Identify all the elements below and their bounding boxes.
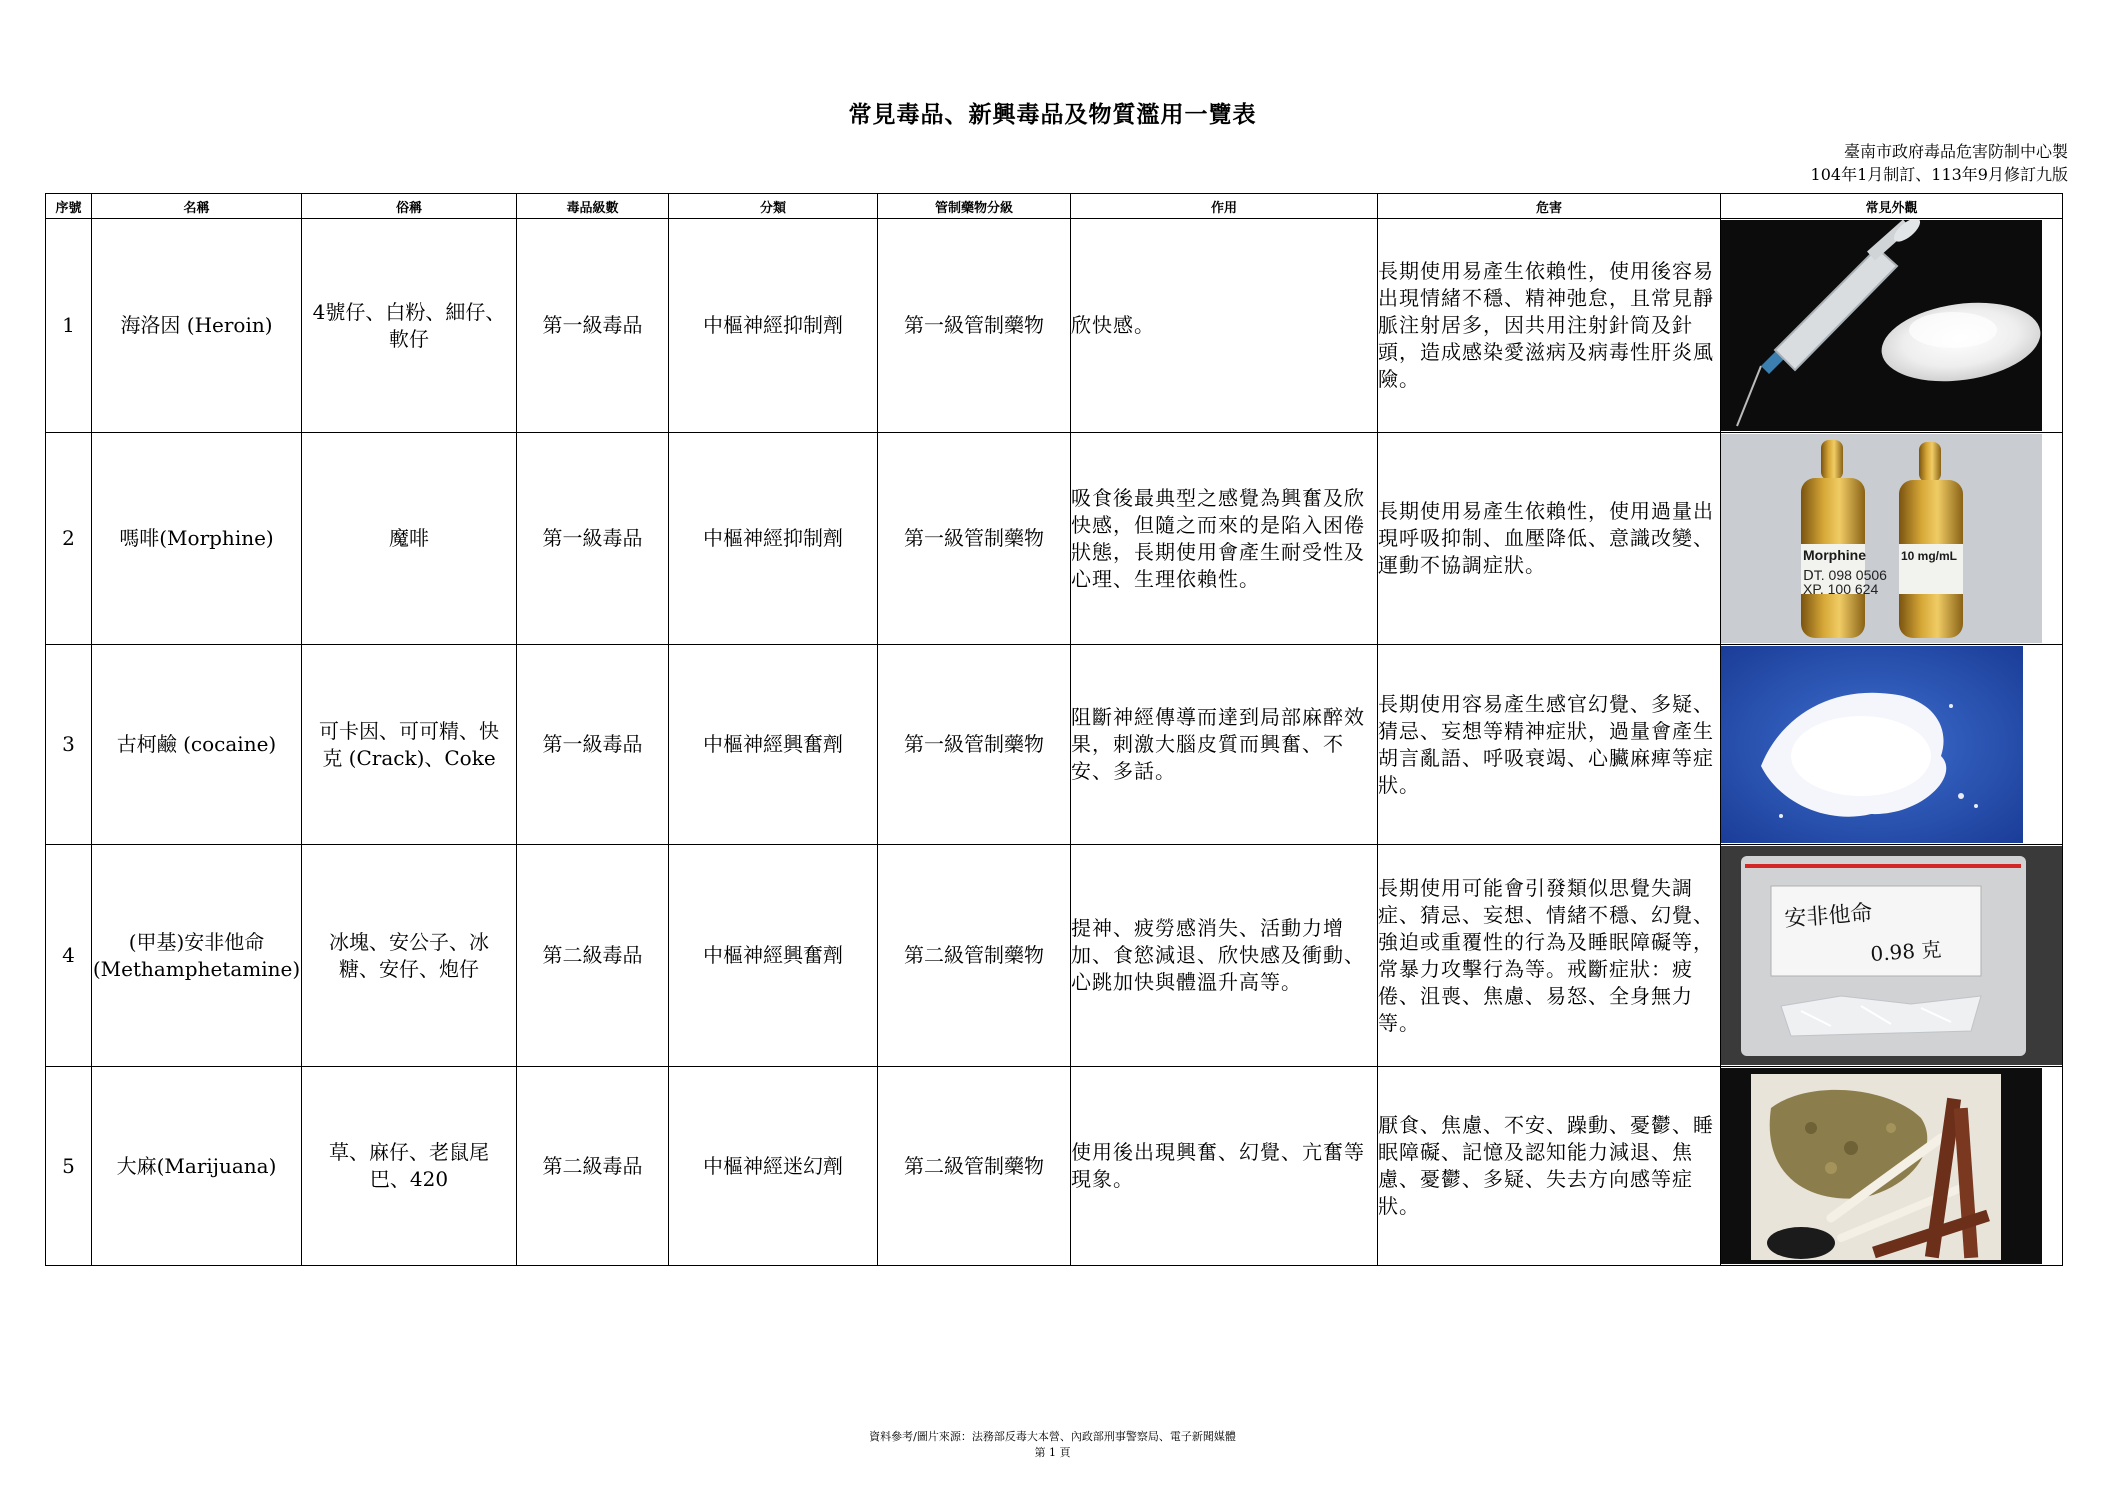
row-image-cell <box>1721 219 2063 433</box>
table-row <box>46 433 2063 645</box>
row-category: 中樞神經抑制劑 <box>669 219 878 433</box>
meth-bag-photo <box>1721 846 2062 1065</box>
row-category: 中樞神經興奮劑 <box>669 645 878 845</box>
row-name: (甲基)安非他命 <box>128 929 265 954</box>
row-alias: 魔啡 <box>302 433 517 645</box>
row-alias: 冰塊、安公子、冰糖、安仔、炮仔 <box>302 845 517 1067</box>
row-image-cell <box>1721 1067 2063 1266</box>
row-category: 中樞神經興奮劑 <box>669 845 878 1067</box>
header-alias: 俗稱 <box>302 194 517 219</box>
issuer-line-2: 104年1月制訂、113年9月修訂九版 <box>1810 165 2068 184</box>
page-title: 常見毒品、新興毒品及物質濫用一覽表 <box>848 101 1257 128</box>
row-grade: 第二級毒品 <box>517 1067 669 1266</box>
row-control: 第二級管制藥物 <box>878 1067 1071 1266</box>
row-category: 中樞神經迷幻劑 <box>669 1067 878 1266</box>
header-effect: 作用 <box>1071 194 1378 219</box>
row-alias: 4號仔、白粉、細仔、軟仔 <box>302 219 517 433</box>
row-name: 大麻(Marijuana) <box>92 1067 302 1266</box>
header-name: 名稱 <box>92 194 302 219</box>
page-number: 第 1 頁 <box>1034 1446 1071 1459</box>
header-no: 序號 <box>46 194 92 219</box>
row-no: 5 <box>46 1067 92 1266</box>
source-note: 資料參考/圖片來源：法務部反毒大本營、內政部刑事警察局、電子新聞媒體 <box>869 1430 1236 1443</box>
table-row <box>46 845 2063 1067</box>
row-harm: 長期使用可能會引發類似思覺失調症、猜忌、妄想、情緒不穩、幻覺、強迫或重覆性的行為及睡眠障礙等，常暴力攻擊行為等。戒斷症狀：疲倦、沮喪、焦慮、易怒、全身無力等。 <box>1378 845 1721 1067</box>
row-name: 海洛因 (Heroin) <box>92 219 302 433</box>
row-name: 古柯鹼 (cocaine) <box>92 645 302 845</box>
footer <box>0 1429 2105 1461</box>
morphine-ampoules-photo <box>1721 434 2042 643</box>
row-harm: 長期使用易產生依賴性，使用後容易出現情緒不穩、精神弛怠，且常見靜脈注射居多，因共用注射針筒及針頭，造成感染愛滋病及病毒性肝炎風險。 <box>1378 219 1721 433</box>
row-control: 第二級管制藥物 <box>878 845 1071 1067</box>
bag-label: 安非他命 <box>1783 900 1874 932</box>
row-control: 第一級管制藥物 <box>878 219 1071 433</box>
header-category: 分類 <box>669 194 878 219</box>
row-effect: 提神、疲勞感消失、活動力增加、食慾減退、欣快感及衝動、心跳加快與體溫升高等。 <box>1071 845 1378 1067</box>
row-harm: 厭食、焦慮、不安、躁動、憂鬱、睡眠障礙、記憶及認知能力減退、焦慮、憂鬱、多疑、失去方向感等症狀。 <box>1378 1067 1721 1266</box>
row-no: 2 <box>46 433 92 645</box>
row-harm: 長期使用易產生依賴性，使用過量出現呼吸抑制、血壓降低、意識改變、運動不協調症狀。 <box>1378 433 1721 645</box>
ampoule-exp-label: XP. 100 624 <box>1803 581 1879 597</box>
bag-weight-label: 0.98 克 <box>1869 937 1943 966</box>
row-effect: 使用後出現興奮、幻覺、亢奮等現象。 <box>1071 1067 1378 1266</box>
header-harm: 危害 <box>1378 194 1721 219</box>
ampoule-label: Morphine <box>1803 547 1866 563</box>
drug-table <box>45 193 2063 1266</box>
row-grade: 第二級毒品 <box>517 845 669 1067</box>
issuer-line-1: 臺南市政府毒品危害防制中心製 <box>1843 142 2068 161</box>
header-row <box>46 194 2063 219</box>
issuer-block <box>1811 140 2068 186</box>
row-no: 4 <box>46 845 92 1067</box>
row-control: 第一級管制藥物 <box>878 433 1071 645</box>
syringe-powder-photo <box>1721 220 2042 431</box>
row-image-cell <box>1721 645 2063 845</box>
table-row <box>46 1067 2063 1266</box>
row-category: 中樞神經抑制劑 <box>669 433 878 645</box>
row-image-cell <box>1721 433 2063 645</box>
row-effect: 阻斷神經傳導而達到局部麻醉效果，刺激大腦皮質而興奮、不安、多話。 <box>1071 645 1378 845</box>
crystal-icon <box>1781 996 1981 1036</box>
header-control: 管制藥物分級 <box>878 194 1071 219</box>
ampoule-dose-label: 10 mg/mL <box>1901 549 1958 563</box>
row-name: 嗎啡(Morphine) <box>92 433 302 645</box>
table-row <box>46 219 2063 433</box>
row-effect: 吸食後最典型之感覺為興奮及欣快感，但隨之而來的是陷入困倦狀態，長期使用會產生耐受性及心理、生理依賴性。 <box>1071 433 1378 645</box>
row-grade: 第一級毒品 <box>517 433 669 645</box>
row-name-english: (Methamphetamine) <box>92 956 301 981</box>
header-appearance: 常見外觀 <box>1721 194 2063 219</box>
row-alias: 草、麻仔、老鼠尾巴、420 <box>302 1067 517 1266</box>
table-row <box>46 645 2063 845</box>
row-effect: 欣快感。 <box>1071 219 1378 433</box>
row-alias: 可卡因、可可精、快克 (Crack)、Coke <box>302 645 517 845</box>
row-grade: 第一級毒品 <box>517 219 669 433</box>
row-control: 第一級管制藥物 <box>878 645 1071 845</box>
marijuana-photo <box>1721 1068 2042 1264</box>
cocaine-powder-photo <box>1721 646 2042 843</box>
row-no: 3 <box>46 645 92 845</box>
ampoule-lot-label: ⅮT. 098 0506 <box>1803 567 1887 583</box>
row-harm: 長期使用容易產生感官幻覺、多疑、猜忌、妄想等精神症狀，過量會產生胡言亂語、呼吸衰竭、心臟麻痺等症狀。 <box>1378 645 1721 845</box>
row-image-cell <box>1721 845 2063 1067</box>
row-no: 1 <box>46 219 92 433</box>
row-name-cell <box>92 845 302 1067</box>
header-grade: 毒品級數 <box>517 194 669 219</box>
row-grade: 第一級毒品 <box>517 645 669 845</box>
